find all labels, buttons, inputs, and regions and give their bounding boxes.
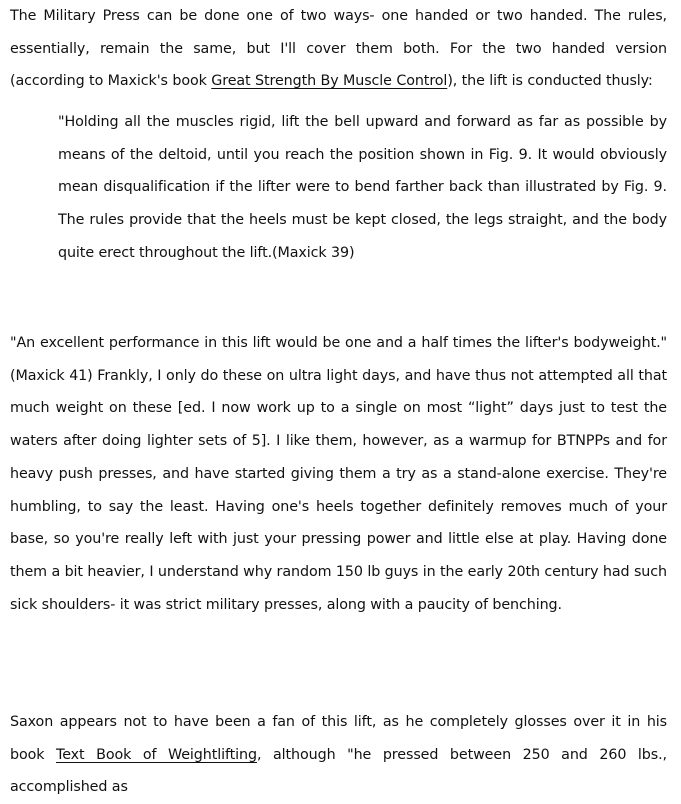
paragraph-military-press-intro [10, 0, 667, 98]
paragraph-performance: "An excellent performance in this lift would be one and a half times the lifter's bodyweight."(Maxick 41) Frankly, I only do these on ultra light days, and have thus not attempted all that much weight on these [ed. I now work up to a single on most “light” days just to test the waters after doing lighter sets of 5]. I like them, however, as a warmup for BTNPPs and for heavy push presses, and have started giving them a try as a stand-alone exercise. They're humbling, to say the least. Having one's heels together definitely removes much of your base, so you're really left with just your pressing power and little else at play. Having done them a bit heavier, I understand why random 150 lb guys in the early 20th century had such sick shoulders- it was strict military presses, along with a paucity of benching. [10, 335, 667, 613]
paragraph-text: ), the lift is conducted thusly: [447, 73, 653, 90]
book-title-text-book-weightlifting: Text Book of Weightlifting [56, 746, 257, 763]
paragraph-text: , although "he pressed between 250 and 260 lbs., accomplished as [10, 746, 667, 796]
book-title-great-strength: Great Strength By Muscle Control [211, 73, 448, 90]
block-quote-maxick: "Holding all the muscles rigid, lift the bell upward and forward as far as possible by means of the deltoid, until you reach the position shown in Fig. 9. It would obviously mean disqualification if the lifter were to bend farther back than illustrated by Fig. 9. The rules provide that the heels must be kept closed, the legs straight, and the body quite erect throughout the lift.(Maxick 39) [58, 114, 667, 261]
paragraph-text: The Military Press can be done one of two ways- one handed or two handed. The rules, essentially, remain the same, but I'll cover them both. For the two handed version (according to Maxick's book [10, 8, 667, 90]
paragraph-saxon [10, 706, 667, 804]
paragraph-text: Saxon appears not to have been a fan of this lift, as he completely glosses over it in his book [10, 714, 667, 763]
